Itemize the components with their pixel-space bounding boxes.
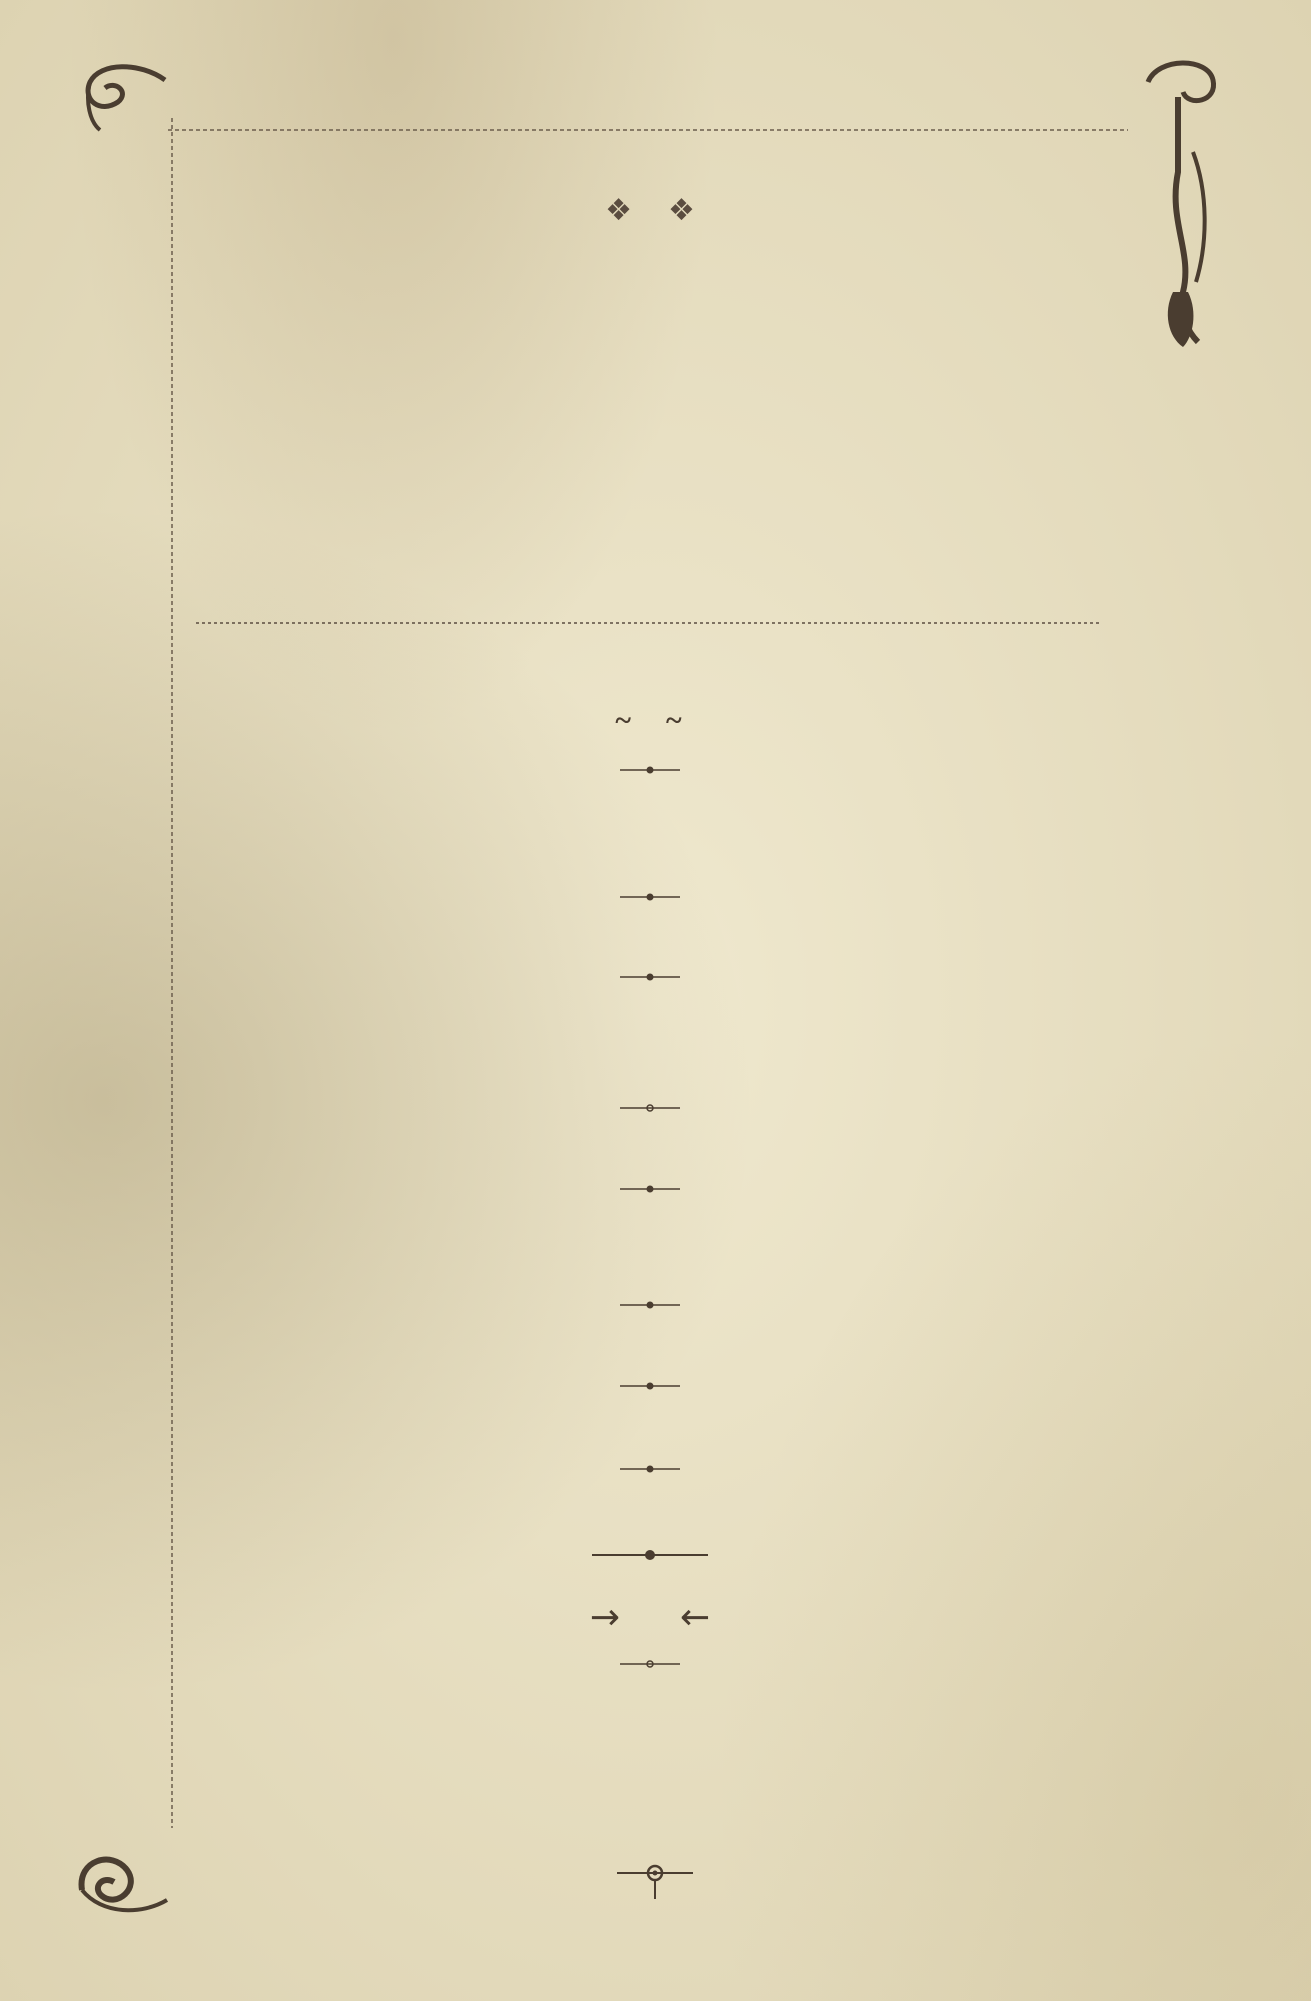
fleuron-icon: ❖: [605, 193, 632, 229]
header-divider: [196, 620, 1101, 650]
separator-icon: [615, 890, 685, 904]
separator-icon: [615, 1298, 685, 1312]
leaf-border-top: [168, 68, 1128, 138]
dash-ornament-icon: ~: [666, 703, 685, 737]
section-divider-icon: [590, 1548, 710, 1562]
arrow-right-icon: →: [589, 1597, 620, 1638]
dash-ornament-icon: ~: [615, 703, 634, 737]
separator-icon: [615, 1462, 685, 1476]
separator-icon: [615, 1379, 685, 1393]
separator-icon: [615, 1182, 685, 1196]
fleuron-icon: ❖: [668, 193, 695, 229]
arrow-left-icon: ←: [680, 1597, 711, 1638]
ribbon-ornament-top-right: [1138, 52, 1228, 352]
leaf-border-left: [92, 118, 182, 1828]
separator-icon: [615, 970, 685, 984]
wines-heading: [180, 1592, 1120, 1638]
footer-fleuron-icon: [615, 1855, 695, 1901]
banquet-title: [180, 168, 1120, 245]
menu-heading: [180, 684, 1120, 746]
separator-icon: [615, 1101, 685, 1115]
separator-icon: [615, 1657, 685, 1671]
separator-icon: [615, 763, 685, 777]
corner-flourish-bottom-left: [72, 1830, 172, 1920]
